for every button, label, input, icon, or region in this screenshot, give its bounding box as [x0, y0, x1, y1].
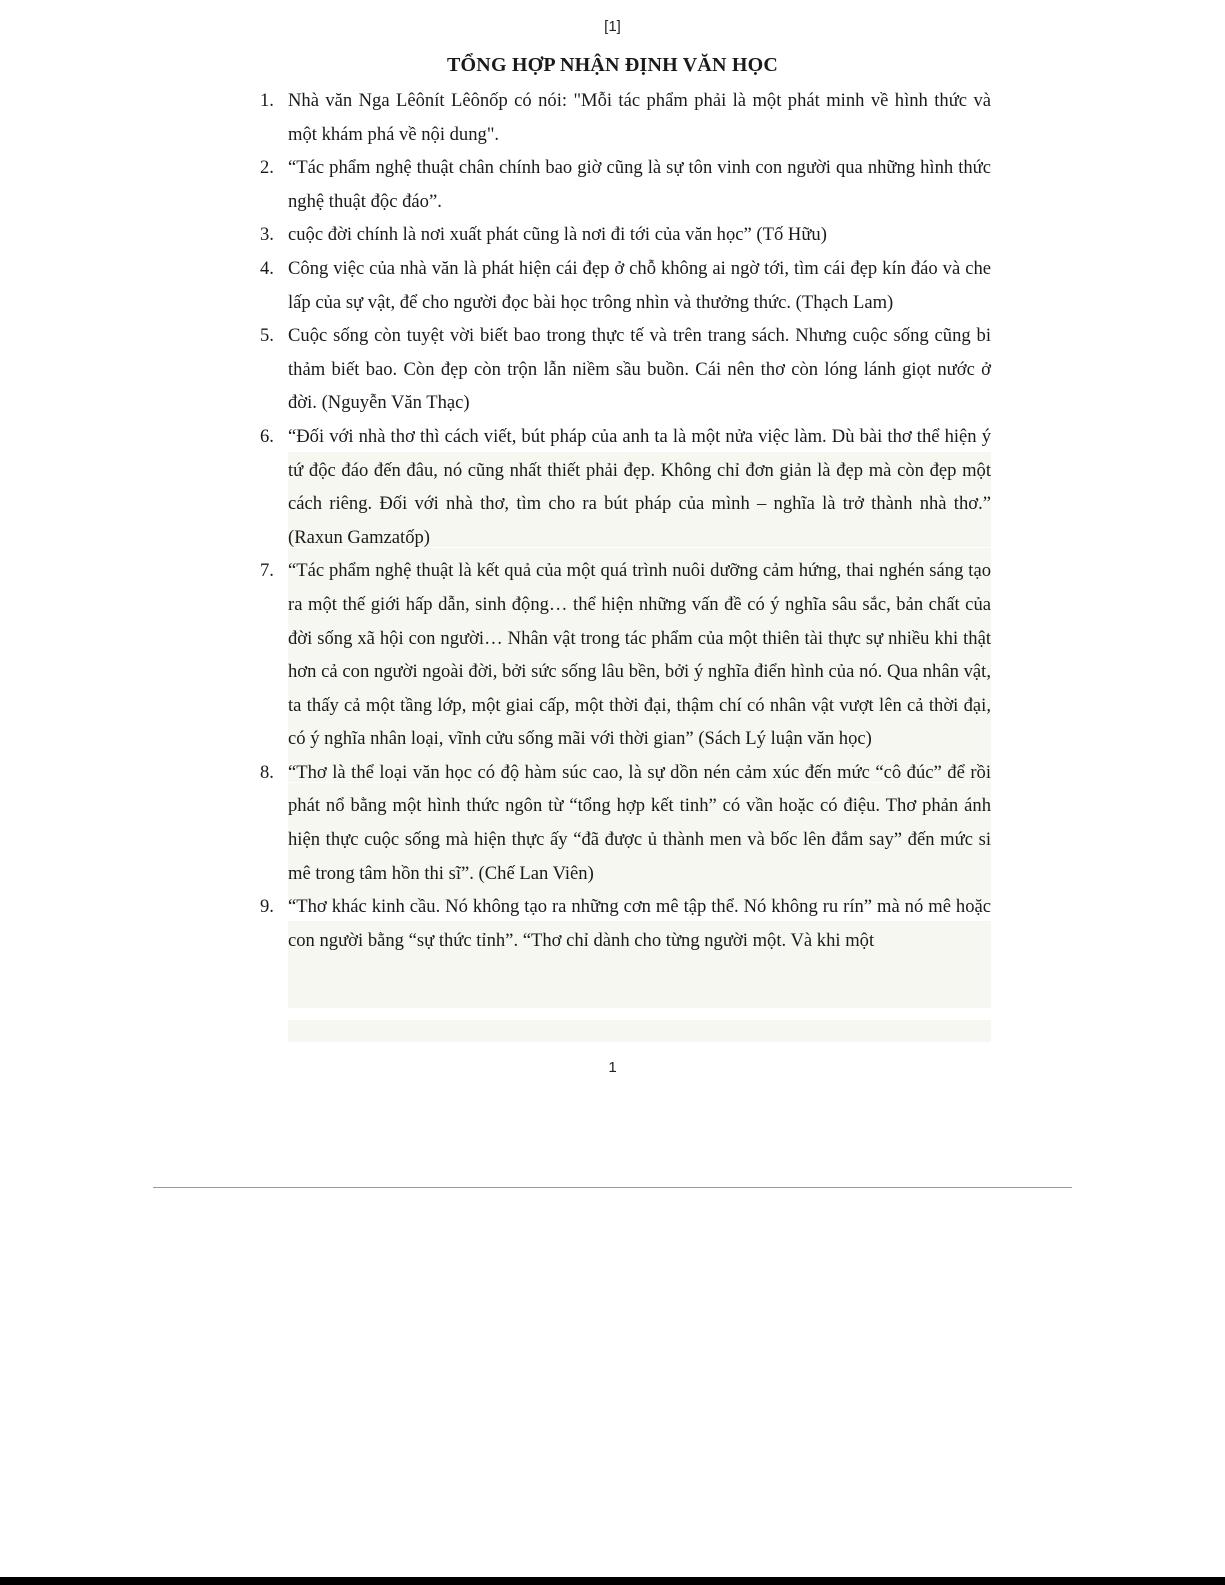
item-text: Công việc của nhà văn là phát hiện cái đẹp ở chỗ không ai ngờ tới, tìm cái đẹp kín đáo và che lấp của sự vật, để cho người đọc bài học trông nhìn và thưởng thức. (Thạch Lam)	[288, 257, 991, 313]
list-item	[260, 420, 991, 554]
item-text: “Tác phẩm nghệ thuật là kết quả của một quá trình nuôi dưỡng cảm hứng, thai nghén sáng tạo ra một thế giới hấp dẫn, sinh động… thể hiện những vấn đề có ý nghĩa sâu sắc, bản chất của đời sống xã hội con người… Nhân vật trong tác phẩm của một thiên tài thực sự nhiều khi thật hơn cả con người ngoài đời, bởi sức sống lâu bền, bởi ý nghĩa điển hình của nó. Qua nhân vật, ta thấy cả một tầng lớp, một giai cấp, một thời đại, thậm chí có nhân vật vượt lên cả thời đại, có ý nghĩa nhân loại, vĩnh cửu sống mãi với thời gian” (Sách Lý luận văn học)	[288, 560, 991, 750]
list-item	[260, 218, 991, 252]
quote-list	[260, 84, 991, 957]
list-item	[260, 84, 991, 151]
page-number: 1	[608, 1059, 617, 1076]
item-number: 1.	[260, 90, 274, 111]
item-text: “Thơ khác kinh cầu. Nó không tạo ra những cơn mê tập thể. Nó không ru rín” mà nó mê hoặc con người bằng “sự thức tỉnh”. “Thơ chỉ dành cho từng người một. Và khi một	[288, 896, 991, 951]
item-text: “Thơ là thể loại văn học có độ hàm súc cao, là sự dồn nén cảm xúc đến mức “cô đúc” để rồi phát nổ bằng một hình thức ngôn từ “tổng hợp kết tinh” có vần hoặc có điệu. Thơ phản ánh hiện thực cuộc sống mà hiện thực ấy “đã được ủ thành men và bốc lên đắm say” đến mức si mê trong tâm hồn thi sĩ”. (Chế Lan Viên)	[288, 761, 991, 884]
item-number: 4.	[260, 257, 274, 279]
list-item	[260, 319, 991, 420]
item-text: cuộc đời chính là nơi xuất phát cũng là nơi đi tới của văn học” (Tố Hữu)	[288, 224, 827, 246]
document-title: TỔNG HỢP NHẬN ĐỊNH VĂN HỌC	[447, 54, 778, 76]
item-number: 7.	[260, 560, 274, 582]
item-text: Nhà văn Nga Lêônít Lêônốp có nói: "Mỗi tác phẩm phải là một phát minh về hình thức và một khám phá về nội dung".	[288, 90, 991, 145]
page-separator	[153, 1187, 1072, 1188]
item-text: “Đối với nhà thơ thì cách viết, bút pháp của anh ta là một nửa việc làm. Dù bài thơ thể hiện ý tứ độc đáo đến đâu, nó cũng nhất thiết phải đẹp. Không chỉ đơn giản là đẹp mà còn đẹp một cách riêng. Đối với nhà thơ, tìm cho ra bút pháp của mình – nghĩa là trở thành nhà thơ.” (Raxun Gamzatốp)	[288, 425, 991, 548]
bottom-edge	[0, 1577, 1225, 1585]
item-text: “Tác phẩm nghệ thuật chân chính bao giờ cũng là sự tôn vinh con người qua những hình thức nghệ thuật độc đáo”.	[288, 157, 991, 212]
list-item	[260, 151, 991, 218]
item-number: 8.	[260, 761, 274, 783]
item-number: 6.	[260, 425, 274, 447]
item-number: 3.	[260, 224, 274, 246]
list-item	[260, 252, 991, 319]
item-number: 2.	[260, 157, 274, 179]
item-number: 9.	[260, 896, 274, 918]
list-item	[260, 756, 991, 890]
item-number: 5.	[260, 325, 274, 347]
item-text: Cuộc sống còn tuyệt vời biết bao trong thực tế và trên trang sách. Nhưng cuộc sống cũng bi thảm biết bao. Còn đẹp còn trộn lẫn niềm sầu buồn. Cái nên thơ còn lóng lánh giọt nước ở đời. (Nguyễn Văn Thạc)	[288, 325, 991, 414]
list-item	[260, 890, 991, 957]
list-item	[260, 554, 991, 756]
page-marker: [1]	[604, 18, 621, 35]
highlight-band	[288, 1020, 991, 1042]
